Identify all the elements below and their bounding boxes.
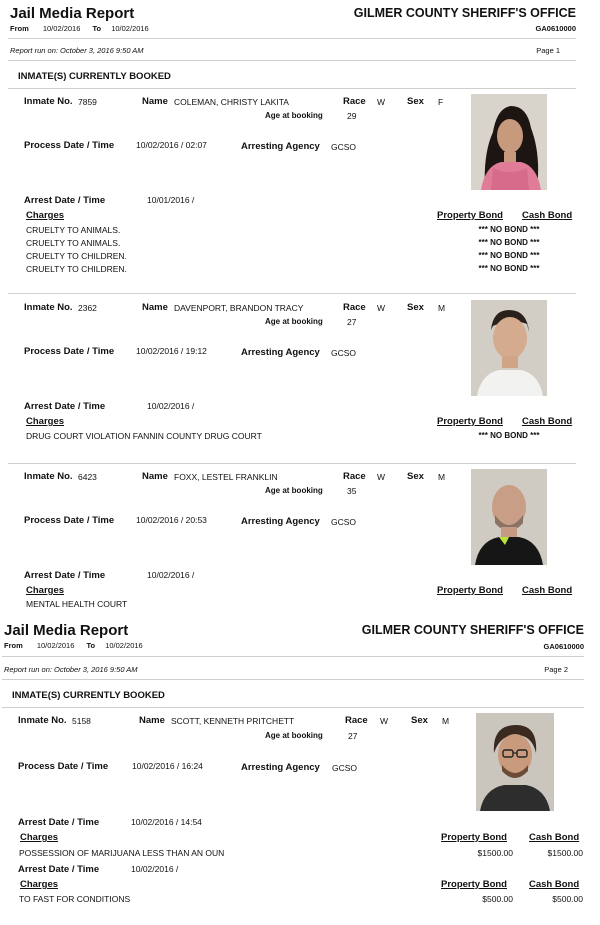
agency-label: Arresting Agency — [241, 516, 320, 527]
date-range — [4, 641, 143, 650]
property-bond-header: Property Bond — [437, 585, 503, 596]
race-value: W — [380, 716, 389, 726]
report-title: Jail Media Report — [4, 622, 129, 639]
charge-text: CRUELTY TO ANIMALS. — [26, 225, 121, 235]
bond-status: *** NO BOND *** — [478, 251, 540, 260]
inmate-name: SCOTT, KENNETH PRITCHETT — [171, 716, 295, 726]
inmate-name: DAVENPORT, BRANDON TRACY — [174, 303, 304, 313]
charge-text: CRUELTY TO CHILDREN. — [26, 251, 127, 261]
age-value: 35 — [347, 486, 357, 496]
inmate-no-label: Inmate No. — [18, 715, 67, 726]
arrest-label: Arrest Date / Time — [24, 401, 106, 412]
age-label: Age at booking — [265, 111, 323, 120]
report-run: Report run on: October 3, 2016 9:50 AM — [10, 46, 144, 55]
age-label: Age at booking — [265, 731, 323, 740]
agency-value: GCSO — [331, 348, 357, 358]
charge-text: MENTAL HEALTH COURT — [26, 599, 128, 609]
inmate-no-label: Inmate No. — [24, 471, 73, 482]
sex-label: Sex — [411, 715, 428, 726]
charge-text: CRUELTY TO ANIMALS. — [26, 238, 121, 248]
bond-status: *** NO BOND *** — [478, 264, 540, 273]
bond-status: *** NO BOND *** — [478, 238, 540, 247]
section-heading: INMATE(S) CURRENTLY BOOKED — [18, 71, 171, 82]
arrest-datetime: 10/02/2016 / — [147, 570, 195, 580]
cash-bond-amount: $500.00 — [552, 894, 583, 904]
to-label: To — [86, 641, 96, 650]
report-title: Jail Media Report — [10, 5, 135, 22]
charges-header: Charges — [20, 832, 59, 843]
mugshot-photo — [476, 713, 554, 811]
cash-bond-amount: $1500.00 — [547, 848, 583, 858]
charges-header: Charges — [26, 210, 65, 221]
process-label: Process Date / Time — [24, 346, 115, 357]
agency-value: GCSO — [332, 763, 358, 773]
from-label: From — [10, 24, 29, 33]
process-label: Process Date / Time — [24, 515, 115, 526]
cash-bond-header: Cash Bond — [522, 585, 573, 596]
age-value: 27 — [348, 731, 358, 741]
to-date: 10/02/2016 — [111, 24, 149, 33]
arrest-datetime: 10/02/2016 / 14:54 — [131, 817, 202, 827]
cash-bond-header: Cash Bond — [529, 832, 580, 843]
from-date: 10/02/2016 — [42, 24, 81, 33]
age-value: 27 — [347, 317, 357, 327]
agency-label: Arresting Agency — [241, 762, 320, 773]
process-label: Process Date / Time — [18, 761, 109, 772]
cash-bond-header: Cash Bond — [522, 416, 573, 427]
report-run: Report run on: October 3, 2016 9:50 AM — [4, 665, 138, 674]
agency-label: Arresting Agency — [241, 347, 320, 358]
to-date: 10/02/2016 — [105, 641, 143, 650]
sex-value: F — [438, 97, 444, 107]
name-label: Name — [142, 96, 168, 107]
charge-text: DRUG COURT VIOLATION FANNIN COUNTY DRUG COURT — [26, 431, 262, 441]
age-label: Age at booking — [265, 317, 323, 326]
race-value: W — [377, 303, 386, 313]
race-label: Race — [343, 471, 366, 482]
race-label: Race — [343, 96, 366, 107]
mugshot-image — [471, 300, 547, 396]
mugshot-image — [476, 713, 554, 811]
arrest-label: Arrest Date / Time — [24, 570, 106, 581]
agency-name: GILMER COUNTY SHERIFF'S OFFICE — [353, 6, 576, 20]
age-value: 29 — [347, 111, 357, 121]
race-label: Race — [343, 302, 366, 313]
sex-value: M — [442, 716, 450, 726]
inmate-no-label: Inmate No. — [24, 302, 73, 313]
property-bond-amount: $500.00 — [482, 894, 513, 904]
process-value: 10/02/2016 / 16:24 — [132, 761, 203, 771]
inmate-no: 5158 — [72, 716, 91, 726]
property-bond-amount: $1500.00 — [477, 848, 513, 858]
cash-bond-header: Cash Bond — [522, 210, 573, 221]
arrest-datetime: 10/01/2016 / — [147, 195, 195, 205]
name-label: Name — [142, 471, 168, 482]
from-date: 10/02/2016 — [36, 641, 75, 650]
agency-label: Arresting Agency — [241, 141, 320, 152]
agency-value: GCSO — [331, 142, 357, 152]
age-label: Age at booking — [265, 486, 323, 495]
to-label: To — [92, 24, 102, 33]
property-bond-header: Property Bond — [441, 832, 507, 843]
inmate-no: 6423 — [78, 472, 97, 482]
agency-value: GCSO — [331, 517, 357, 527]
process-value: 10/02/2016 / 02:07 — [136, 140, 207, 150]
agency-code: GA0610000 — [535, 24, 576, 33]
agency-code: GA0610000 — [543, 642, 584, 651]
race-label: Race — [345, 715, 368, 726]
page-number: Page 2 — [544, 665, 568, 674]
race-value: W — [377, 97, 386, 107]
section-heading: INMATE(S) CURRENTLY BOOKED — [12, 690, 165, 701]
charges-header: Charges — [26, 585, 65, 596]
mugshot-image — [471, 94, 547, 190]
arrest-datetime: 10/02/2016 / — [147, 401, 195, 411]
process-label: Process Date / Time — [24, 140, 115, 151]
race-value: W — [377, 472, 386, 482]
bond-status: *** NO BOND *** — [478, 431, 540, 440]
arrest-datetime: 10/02/2016 / — [131, 864, 179, 874]
mugshot-photo — [471, 94, 547, 190]
arrest-label: Arrest Date / Time — [24, 195, 106, 206]
sex-label: Sex — [407, 471, 424, 482]
sex-value: M — [438, 472, 446, 482]
name-label: Name — [139, 715, 165, 726]
sex-label: Sex — [407, 302, 424, 313]
property-bond-header: Property Bond — [441, 879, 507, 890]
from-label: From — [4, 641, 23, 650]
sex-value: M — [438, 303, 446, 313]
inmate-name: COLEMAN, CHRISTY LAKITA — [174, 97, 289, 107]
charge-text: POSSESSION OF MARIJUANA LESS THAN AN OUN — [19, 848, 225, 858]
process-value: 10/02/2016 / 20:53 — [136, 515, 207, 525]
mugshot-image — [471, 469, 547, 565]
property-bond-header: Property Bond — [437, 416, 503, 427]
inmate-name: FOXX, LESTEL FRANKLIN — [174, 472, 278, 482]
page-number: Page 1 — [536, 46, 560, 55]
inmate-no: 7859 — [78, 97, 97, 107]
agency-name: GILMER COUNTY SHERIFF'S OFFICE — [361, 623, 584, 637]
charges-header: Charges — [20, 879, 59, 890]
property-bond-header: Property Bond — [437, 210, 503, 221]
name-label: Name — [142, 302, 168, 313]
process-value: 10/02/2016 / 19:12 — [136, 346, 207, 356]
charge-text: TO FAST FOR CONDITIONS — [19, 894, 131, 904]
bond-status: *** NO BOND *** — [478, 225, 540, 234]
inmate-no-label: Inmate No. — [24, 96, 73, 107]
charges-header: Charges — [26, 416, 65, 427]
date-range — [10, 24, 149, 33]
mugshot-photo — [471, 469, 547, 565]
mugshot-photo — [471, 300, 547, 396]
arrest-label: Arrest Date / Time — [18, 864, 100, 875]
sex-label: Sex — [407, 96, 424, 107]
inmate-no: 2362 — [78, 303, 97, 313]
charge-text: CRUELTY TO CHILDREN. — [26, 264, 127, 274]
cash-bond-header: Cash Bond — [529, 879, 580, 890]
arrest-label: Arrest Date / Time — [18, 817, 100, 828]
